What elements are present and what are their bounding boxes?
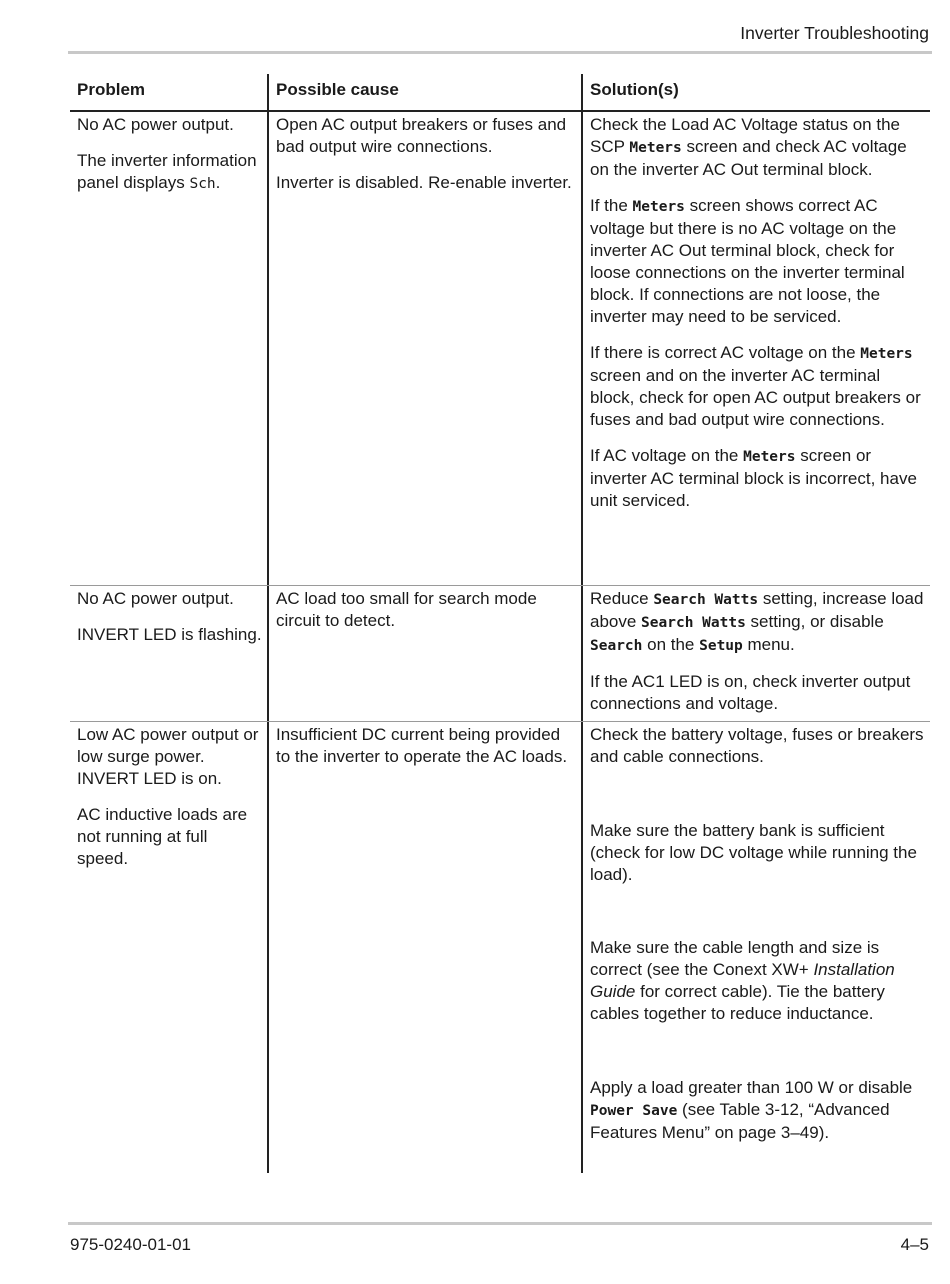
menu-name: Meters <box>632 199 685 215</box>
setting-name: Search <box>590 638 643 654</box>
problem-text: AC inductive loads are not running at full speed. <box>77 805 248 868</box>
cause-text: Insufficient DC current being provided to the inverter to operate the AC loads. <box>276 725 568 766</box>
problem-text: No AC power output. <box>77 115 234 134</box>
column-header-problem: Problem <box>77 80 146 99</box>
menu-name: Meters <box>629 140 682 156</box>
column-divider <box>581 74 583 1173</box>
problem-text: No AC power output. <box>77 589 234 608</box>
document-number: 975-0240-01-01 <box>70 1235 191 1254</box>
problem-text: The inverter information panel displays Sch. <box>77 151 257 192</box>
solution-text: Apply a load greater than 100 W or disable Power Save (see Table 3-12, “Advanced Features Menu” on page 3–49). <box>590 1078 913 1142</box>
document-title: Installation Guide <box>590 960 895 1001</box>
row3-solution-1 <box>590 724 925 782</box>
footer-rule <box>68 1222 932 1225</box>
problem-text: Low AC power output or low surge power. INVERT LED is on. <box>77 725 259 788</box>
row1-solutions <box>590 114 925 526</box>
row3-cause <box>276 724 574 782</box>
row2-cause <box>276 588 574 646</box>
setting-name: Search Watts <box>641 615 746 631</box>
page-number: 4–5 <box>900 1235 929 1254</box>
solution-text: Check the Load AC Voltage status on the SCP Meters screen and check AC voltage on the inverter AC Out terminal block. <box>590 115 907 179</box>
cause-text: Inverter is disabled. Re-enable inverter. <box>276 173 572 192</box>
column-divider <box>267 74 269 1173</box>
row-divider <box>70 721 930 722</box>
row2-problem <box>77 588 262 660</box>
header-rule <box>68 51 932 54</box>
row2-solutions <box>590 588 925 729</box>
problem-text: INVERT LED is flashing. <box>77 625 262 644</box>
menu-name: Setup <box>699 638 743 654</box>
header-divider <box>70 110 930 112</box>
row1-cause <box>276 114 574 208</box>
solution-text: If the AC1 LED is on, check inverter output connections and voltage. <box>590 672 911 713</box>
setting-name: Search Watts <box>653 592 759 608</box>
column-header-possible-cause: Possible cause <box>276 80 399 99</box>
row3-solution-4 <box>590 1077 925 1158</box>
solution-text: If AC voltage on the Meters screen or inverter AC terminal block is incorrect, have unit serviced. <box>590 446 917 510</box>
running-header: Inverter Troubleshooting <box>740 23 929 43</box>
row3-solution-2 <box>590 820 925 900</box>
setting-name: Power Save <box>590 1103 678 1119</box>
cause-text: Open AC output breakers or fuses and bad output wire connections. <box>276 115 567 156</box>
column-header-solutions: Solution(s) <box>590 80 679 99</box>
cause-text: AC load too small for search mode circuit to detect. <box>276 589 537 630</box>
menu-name: Meters <box>743 449 796 465</box>
solution-text: Check the battery voltage, fuses or breakers and cable connections. <box>590 725 924 766</box>
solution-text: Reduce Search Watts setting, increase load above Search Watts setting, or disable Search on the Setup menu. <box>590 589 924 654</box>
row-divider <box>70 585 930 586</box>
solution-text: If there is correct AC voltage on the Meters screen and on the inverter AC terminal block, check for open AC output breakers or fuses and bad output wire connections. <box>590 343 921 429</box>
solution-text: Make sure the cable length and size is correct (see the Conext XW+ Installation Guide for correct cable). Tie the battery cables together to reduce inductance. <box>590 938 895 1023</box>
display-code: Sch <box>189 176 216 192</box>
menu-name: Meters <box>860 346 913 362</box>
row3-problem <box>77 724 262 884</box>
solution-text: Make sure the battery bank is sufficient (check for low DC voltage while running the load). <box>590 821 917 884</box>
row3-solution-3 <box>590 937 925 1039</box>
solution-text: If the Meters screen shows correct AC voltage but there is no AC voltage on the inverter AC Out terminal block, check for loose connections on the inverter terminal block. If connections are not loose, the inverter may need to be serviced. <box>590 196 905 326</box>
row1-problem <box>77 114 262 209</box>
